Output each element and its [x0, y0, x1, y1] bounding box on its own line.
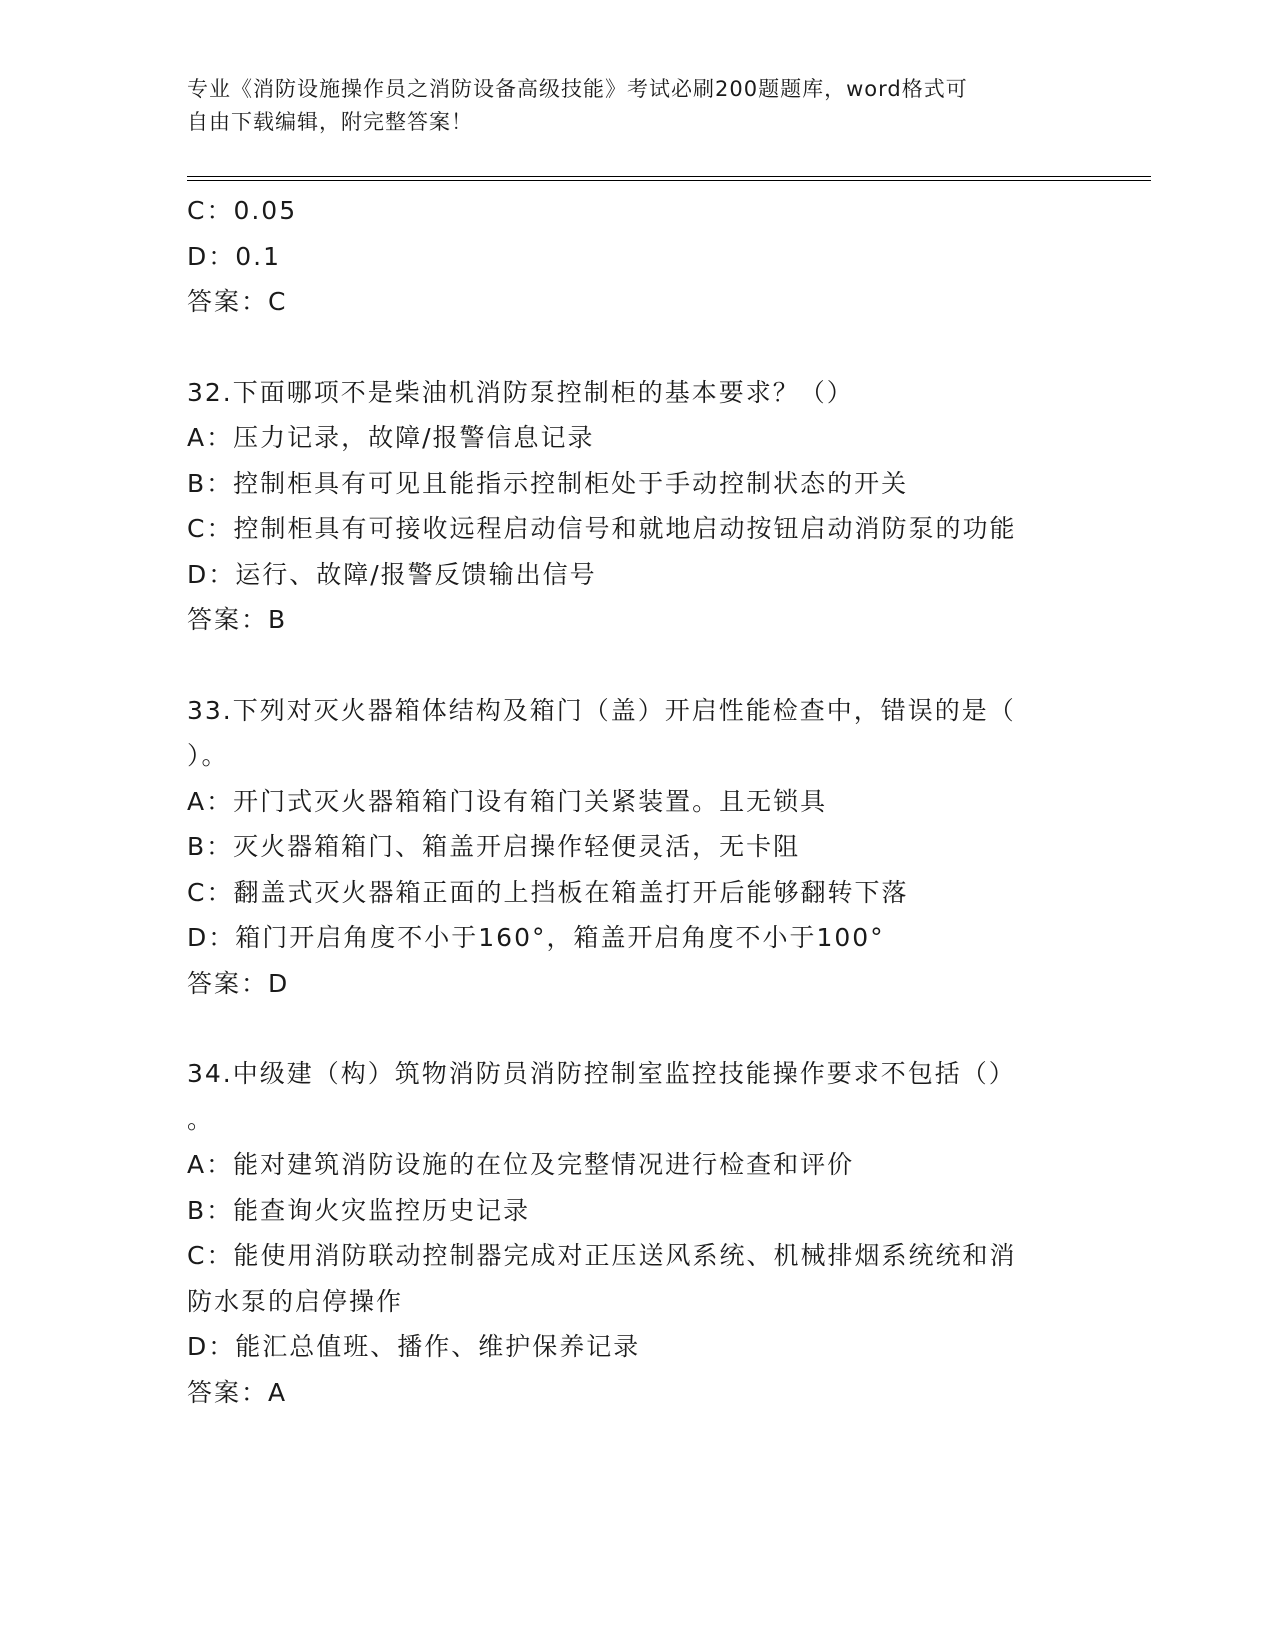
option-b: B：灭火器箱箱门、箱盖开启操作轻便灵活，无卡阻: [187, 832, 801, 861]
question-32: [187, 370, 1087, 643]
option-d: D：0.1: [187, 241, 282, 271]
option-b: B：能查询火灾监控历史记录: [187, 1195, 531, 1225]
option-d: D：运行、故障/报警反馈输出信号: [187, 559, 597, 589]
header-line-2: 自由下载编辑，附完整答案！: [187, 110, 473, 134]
question-stem-line-2: ）。: [187, 741, 229, 770]
question-stem-line-1: 33.下列对灭火器箱体结构及箱门（盖）开启性能检查中，错误的是（: [187, 695, 1016, 725]
question-stem: 32.下面哪项不是柴油机消防泵控制柜的基本要求？（）: [187, 377, 854, 407]
option-c: C：翻盖式灭火器箱正面的上挡板在箱盖打开后能够翻转下落: [187, 877, 909, 907]
document-header: [187, 73, 1067, 139]
option-c-line-1: C：能使用消防联动控制器完成对正压送风系统、机械排烟系统统和消: [187, 1241, 1017, 1270]
option-d: D：能汇总值班、播作、维护保养记录: [187, 1332, 641, 1361]
option-d: D：箱门开启角度不小于160°，箱盖开启角度不小于100°: [187, 923, 885, 952]
answer-line: 答案：D: [187, 968, 290, 998]
question-stem-line-2: 。: [187, 1104, 215, 1134]
answer-line: 答案：A: [187, 1377, 288, 1407]
option-c: C：控制柜具有可接收远程启动信号和就地启动按钮启动消防泵的功能: [187, 514, 1017, 543]
question-33: [187, 688, 1087, 1007]
question-31-tail: [187, 188, 1087, 325]
answer-line: 答案：C: [187, 287, 288, 316]
header-line-1: 专业《消防设施操作员之消防设备高级技能》考试必刷200题题库，word格式可: [187, 77, 968, 101]
option-a: A：能对建筑消防设施的在位及完整情况进行检查和评价: [187, 1150, 855, 1179]
question-list: [187, 188, 1087, 1460]
answer-line: 答案：B: [187, 605, 288, 634]
option-a: A：压力记录，故障/报警信息记录: [187, 423, 595, 452]
header-divider: [187, 176, 1151, 181]
option-c: C：0.05: [187, 196, 298, 225]
option-c-line-2: 防水泵的启停操作: [187, 1286, 404, 1316]
option-a: A：开门式灭火器箱箱门设有箱门关紧装置。且无锁具: [187, 786, 828, 816]
question-stem-line-1: 34.中级建（构）筑物消防员消防控制室监控技能操作要求不包括（）: [187, 1059, 1016, 1088]
option-b: B：控制柜具有可见且能指示控制柜处于手动控制状态的开关: [187, 468, 909, 498]
question-34: [187, 1051, 1087, 1415]
